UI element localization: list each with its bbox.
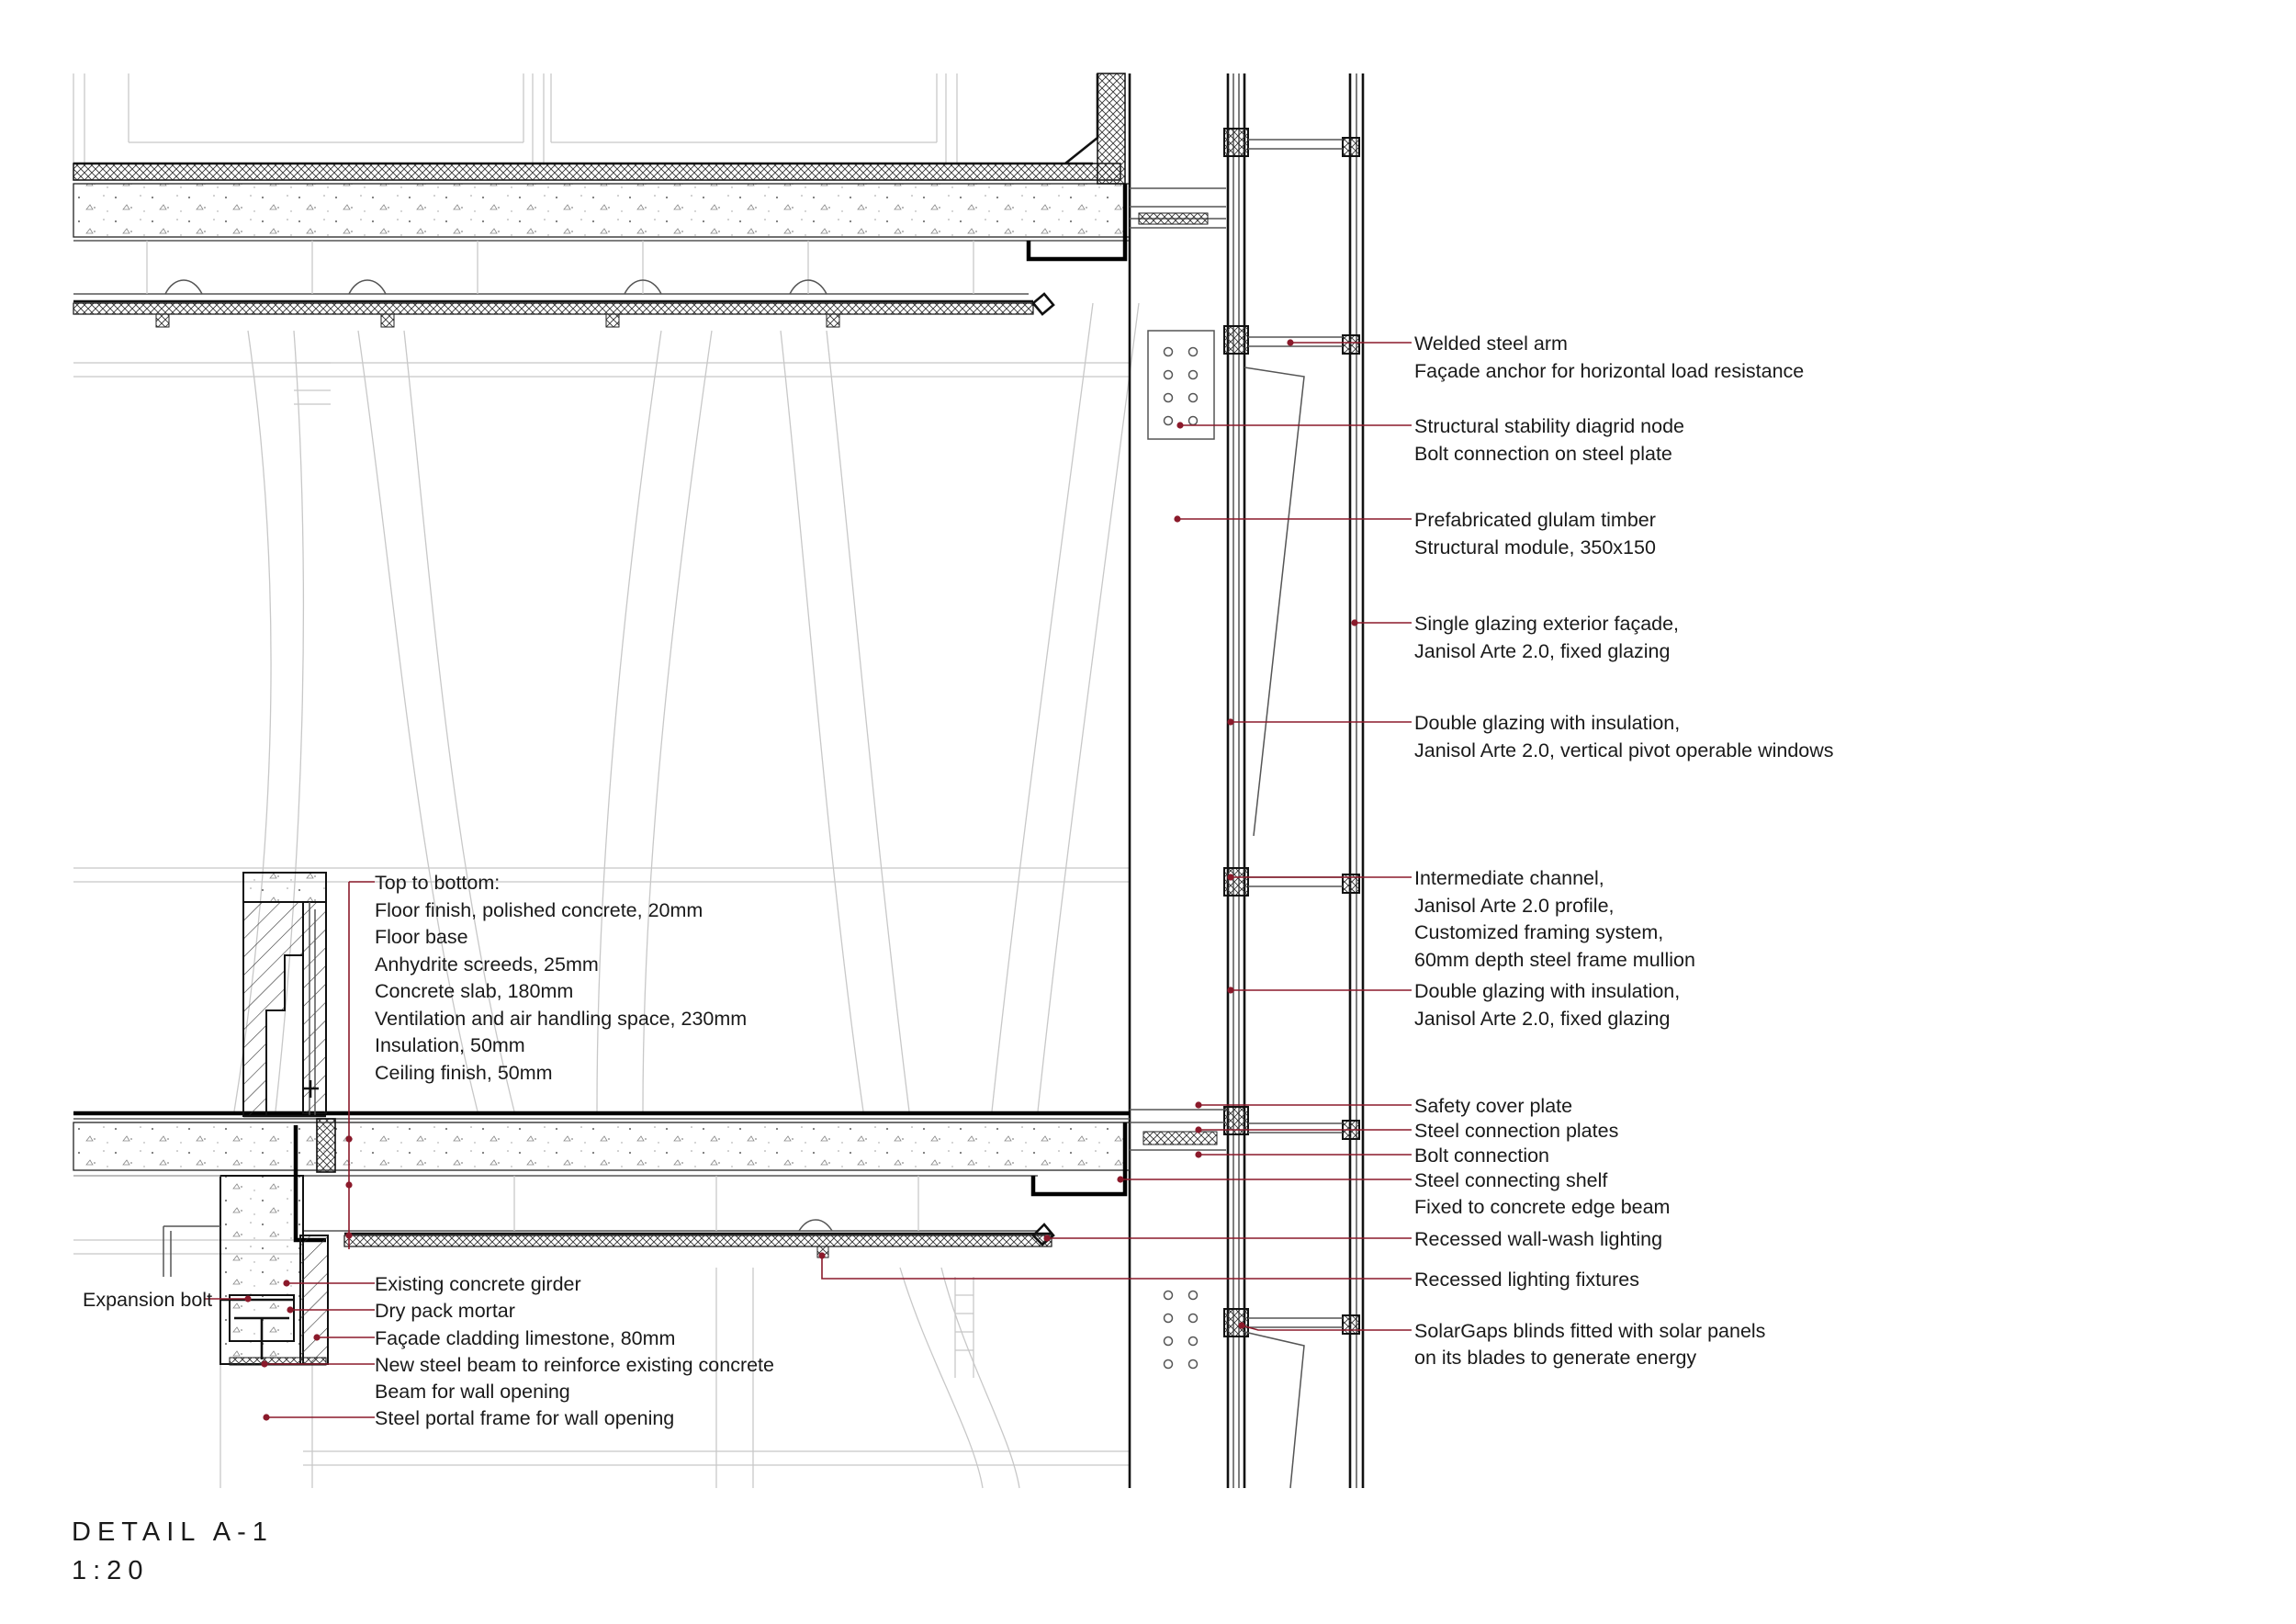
welded-steel-arms [1248,140,1343,1327]
label-double-glazing-fixed: Double glazing with insulation, Janisol Arte 2.0, fixed glazing [1414,980,1681,1030]
label-single-glazing: Single glazing exterior façade, Janisol Arte 2.0, fixed glazing [1414,613,1680,662]
label-glulam-timber: Prefabricated glulam timber Structural module, 350x150 [1414,509,1656,558]
label-limestone-cladding: Façade cladding limestone, 80mm [375,1327,676,1349]
upper-steel-shelf [1130,188,1226,228]
inner-double-glazing [1224,73,1304,1488]
label-double-glazing-pivot: Double glazing with insulation, Janisol Arte 2.0, vertical pivot operable windows [1414,712,1834,761]
label-steel-connection-plates: Steel connection plates [1414,1120,1619,1142]
drawing-title-block [72,1517,274,1585]
label-expansion-bolt: Expansion bolt [83,1289,213,1311]
label-lighting-fixtures: Recessed lighting fixtures [1414,1269,1639,1291]
label-steel-portal-frame: Steel portal frame for wall opening [375,1407,675,1429]
label-intermediate-channel: Intermediate channel, Janisol Arte 2.0 profile, Customized framing system, 60mm depth steel frame mullion [1414,867,1695,971]
label-safety-cover-plate: Safety cover plate [1414,1095,1573,1117]
outer-single-glazing [1343,73,1363,1488]
scale-label: 1:20 [72,1556,150,1585]
label-new-steel-beam: New steel beam to reinforce existing concrete Beam for wall opening [375,1354,774,1403]
label-welded-steel-arm: Welded steel arm Façade anchor for horizontal load resistance [1414,333,1805,382]
lower-bolt-pattern [1165,1291,1198,1369]
annotation-labels [83,333,1834,1429]
label-dry-pack-mortar: Dry pack mortar [375,1300,515,1322]
label-solargaps-blinds: SolarGaps blinds fitted with solar panels on its blades to generate energy [1414,1320,1766,1369]
label-existing-girder: Existing concrete girder [375,1273,581,1295]
label-diagrid-node: Structural stability diagrid node Bolt connection on steel plate [1414,415,1684,465]
detail-title: DETAIL A-1 [72,1517,274,1547]
label-wall-wash-lighting: Recessed wall-wash lighting [1414,1228,1663,1250]
label-steel-connecting-shelf: Steel connecting shelf Fixed to concrete edge beam [1414,1169,1671,1218]
label-floor-buildup: Top to bottom: Floor finish, polished concrete, 20mm Floor base Anhydrite screeds, 25mm Concrete slab, 180mm Ventilation and air handling space, 230mm Insulation, 50mm Ceiling finish, 50mm [375,872,748,1084]
label-bolt-connection: Bolt connection [1414,1145,1550,1167]
